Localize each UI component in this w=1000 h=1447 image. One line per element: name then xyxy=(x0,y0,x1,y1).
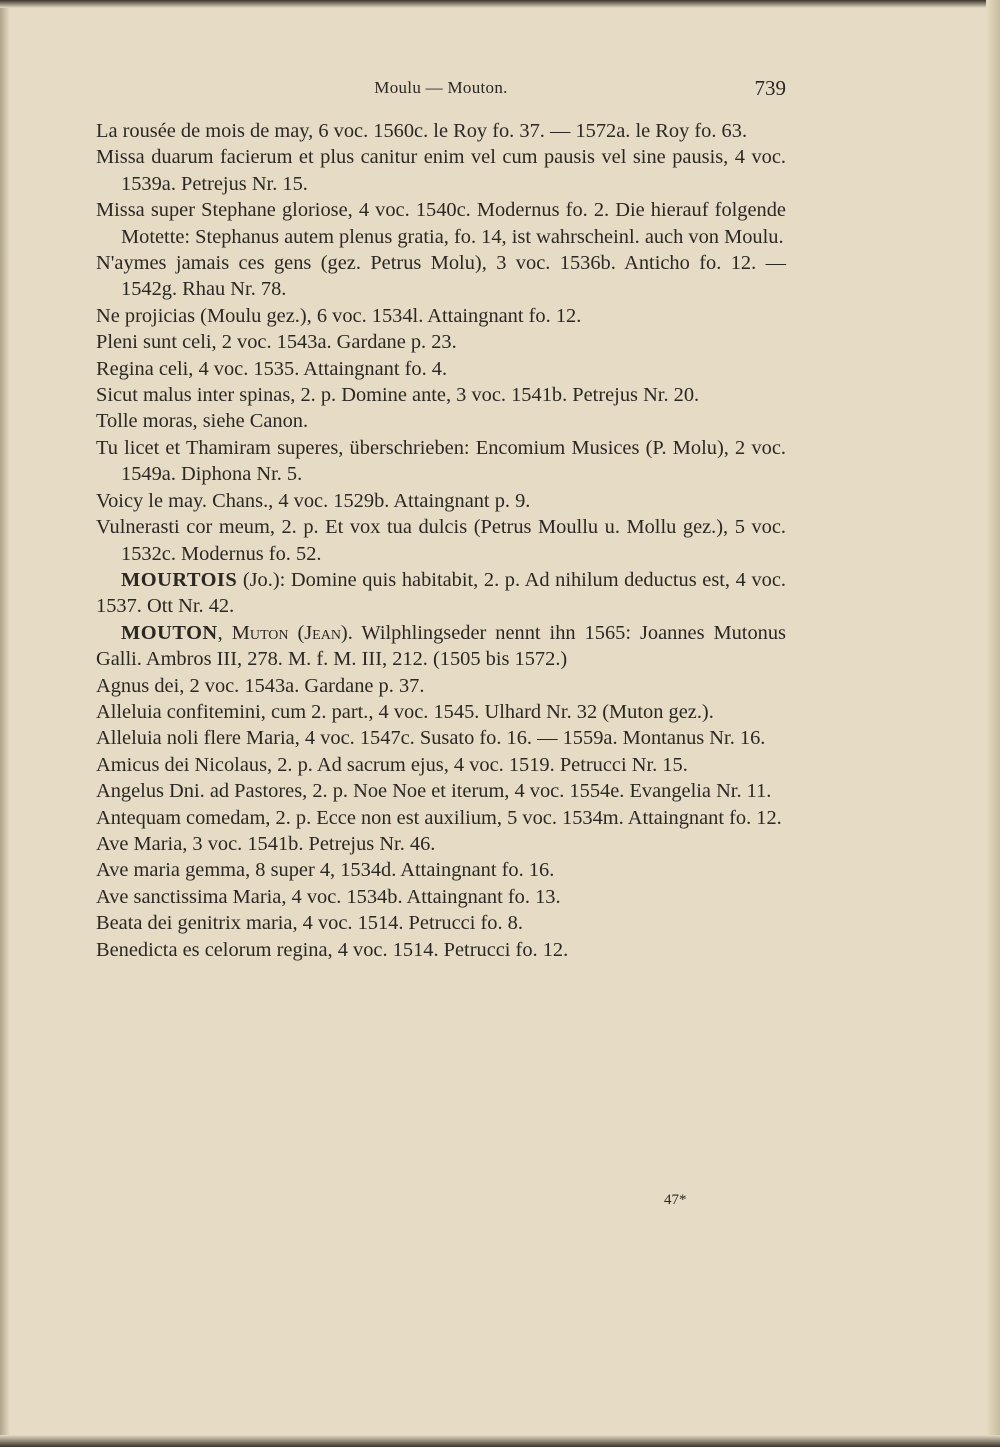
entry-moulu-8: Sicut malus inter spinas, 2. p. Domine ante, 3 voc. 1541b. Petrejus Nr. 20. xyxy=(96,384,700,407)
entry-moulu-12: Vulnerasti cor meum, 2. p. Et vox tua dulcis (Petrus Moullu u. Mollu gez.), 5 voc. 1532c. Modernus fo. 52. xyxy=(96,516,786,565)
entry-mouton-9: Ave sanctissima Maria, 4 voc. 1534b. Attaingnant fo. 13. xyxy=(96,885,561,908)
composer-name-mouton: MOUTON xyxy=(121,621,218,644)
entry-moulu-6: Pleni sunt celi, 2 voc. 1543a. Gardane p. 23. xyxy=(96,331,457,354)
entry-mouton-2: Alleluia confitemini, cum 2. part., 4 voc. 1545. Ulhard Nr. 32 (Muton gez.). xyxy=(96,700,714,723)
entry-moulu-4: N'aymes jamais ces gens (gez. Petrus Molu), 3 voc. 1536b. Anticho fo. 12. — 1542g. Rhau Nr. 78. xyxy=(96,252,786,301)
entry-mouton-4: Amicus dei Nicolaus, 2. p. Ad sacrum ejus, 4 voc. 1519. Petrucci Nr. 15. xyxy=(96,753,688,776)
page-number: 739 xyxy=(754,76,786,100)
page-top-edge xyxy=(0,0,1000,8)
entry-mouton-6: Antequam comedam, 2. p. Ecce non est auxilium, 5 voc. 1534m. Attaingnant fo. 12. xyxy=(96,806,782,829)
entry-moulu-11: Voicy le may. Chans., 4 voc. 1529b. Attaingnant p. 9. xyxy=(96,489,531,512)
composer-text-mouton: . Wilphlingseder nennt ihn 1565: Joannes Mutonus Galli. Ambros III, 278. M. f. M. III, 212. (1505 bis 1572.) xyxy=(96,621,786,671)
signature-mark: 47* xyxy=(664,1192,687,1208)
entry-mouton-5: Angelus Dni. ad Pastores, 2. p. Noe Noe et iterum, 4 voc. 1554e. Evangelia Nr. 11. xyxy=(96,780,772,803)
entry-mouton-11: Benedicta es celorum regina, 4 voc. 1514. Petrucci fo. 12. xyxy=(96,938,569,961)
composer-name-mourtois: MOURTOIS xyxy=(121,568,238,591)
entry-moulu-9: Tolle moras, siehe Canon. xyxy=(96,410,309,433)
entry-moulu-7: Regina celi, 4 voc. 1535. Attaingnant fo. 4. xyxy=(96,357,448,380)
entry-mouton-7: Ave Maria, 3 voc. 1541b. Petrejus Nr. 46. xyxy=(96,832,436,855)
page-body xyxy=(96,118,786,963)
entry-mouton-3: Alleluia noli flere Maria, 4 voc. 1547c. Susato fo. 16. — 1559a. Montanus Nr. 16. xyxy=(96,727,766,750)
page-header xyxy=(96,74,786,104)
entry-moulu-5: Ne projicias (Moulu gez.), 6 voc. 1534l. Attaingnant fo. 12. xyxy=(96,304,582,327)
page-right-edge xyxy=(986,0,1000,1447)
composer-mourtois xyxy=(96,567,786,620)
entry-mouton-10: Beata dei genitrix maria, 4 voc. 1514. Petrucci fo. 8. xyxy=(96,912,523,935)
composer-text-mourtois: (Jo.): Domine quis habitabit, 2. p. Ad nihilum deductus est, 4 voc. 1537. Ott Nr. 42. xyxy=(96,568,786,618)
entry-moulu-2: Missa duarum facierum et plus canitur enim vel cum pausis vel sine pausis, 4 voc. 1539a. Petrejus Nr. 15. xyxy=(96,146,786,195)
entry-mouton-1: Agnus dei, 2 voc. 1543a. Gardane p. 37. xyxy=(96,674,425,697)
entry-moulu-3: Missa super Stephane gloriose, 4 voc. 1540c. Modernus fo. 2. Die hierauf folgende Motette: Stephanus autem plenus gratia, fo. 14, ist wahrscheinl. auch von Moulu. xyxy=(96,199,786,248)
entry-moulu-10: Tu licet et Thamiram superes, überschrieben: Encomium Musices (P. Molu), 2 voc. 1549a. Diphona Nr. 5. xyxy=(96,436,786,486)
composer-alt-name-mouton: Muton (Jean) xyxy=(231,621,348,644)
composer-mouton: MOUTON, Muton (Jean). Wilphlingseder nennt ihn 1565: Joannes Mutonus Galli. Ambros III, 278. M. f. M. III, 212. (1505 bis 1572.) xyxy=(96,621,786,671)
running-head: Moulu — Mouton. xyxy=(374,78,508,97)
entry-moulu-1: La rousée de mois de may, 6 voc. 1560c. le Roy fo. 37. — 1572a. le Roy fo. 63. xyxy=(96,120,748,142)
entry-mouton-8: Ave maria gemma, 8 super 4, 1534d. Attaingnant fo. 16. xyxy=(96,859,555,882)
